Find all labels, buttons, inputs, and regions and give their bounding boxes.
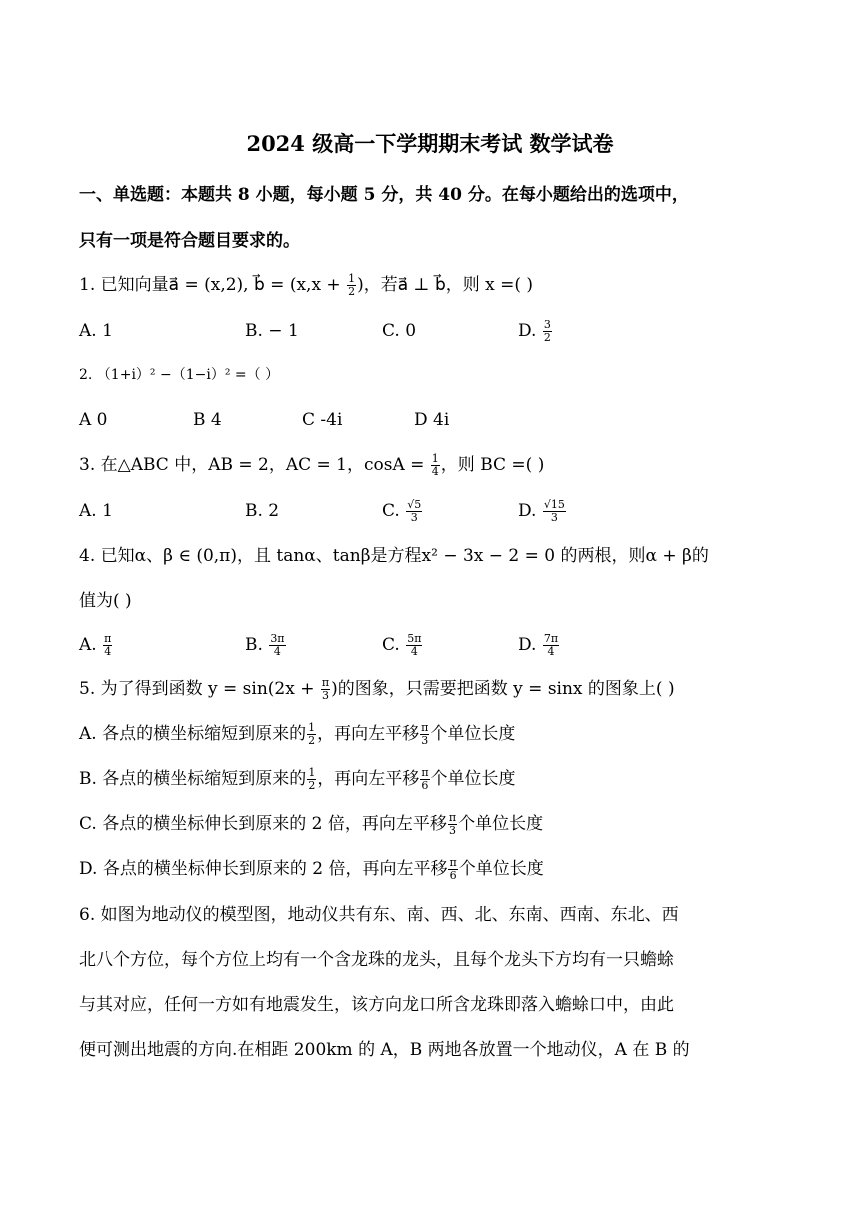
q5-a-fraction-1 bbox=[307, 722, 316, 747]
q4-option-c-label: C. bbox=[382, 635, 400, 655]
q3-option-d bbox=[518, 499, 567, 524]
q5-c-pre: C. 各点的横坐标伸长到原来的 2 倍，再向左平移 bbox=[79, 814, 447, 834]
question-6-line-1: 6. 如图为地动仪的模型图，地动仪共有东、南、西、北、东南、西南、东北、西 bbox=[79, 905, 679, 925]
q3-d-num: √15 bbox=[543, 498, 565, 511]
q3-d-den: 3 bbox=[550, 511, 558, 524]
q5-a-post: 个单位长度 bbox=[430, 724, 516, 744]
q5-b-num1: 1 bbox=[308, 766, 316, 779]
question-4-stem-line-1: 4. 已知α、β ∈ (0,π)，且 tanα、tanβ是方程x² − 3x − 2 = 0 的两根，则α + β的 bbox=[79, 546, 709, 566]
q5-c-num: π bbox=[448, 811, 457, 824]
q5-post: )的图象，只需要把函数 y = sinx 的图象上( ) bbox=[331, 679, 675, 699]
q5-a-mid: ，再向左平移 bbox=[317, 724, 420, 744]
section-heading-line-1: 一、单选题：本题共 8 小题，每小题 5 分，共 40 分。在每小题给出的选项中， bbox=[79, 185, 689, 205]
q4-option-a-fraction bbox=[103, 633, 112, 658]
q1-option-c: C. 0 bbox=[382, 321, 417, 341]
q5-b-pre: B. 各点的横坐标缩短到原来的 bbox=[79, 769, 307, 789]
q3-c-num: √5 bbox=[407, 498, 422, 511]
question-6-line-2: 北八个方位，每个方位上均有一个含龙珠的龙头，且每个龙头下方均有一只蟾蜍 bbox=[79, 950, 674, 970]
q1-option-d-fraction bbox=[543, 319, 552, 344]
q3-fraction bbox=[431, 453, 440, 478]
q1-frac-num: 1 bbox=[348, 272, 356, 285]
q3-option-b: B. 2 bbox=[245, 501, 280, 521]
q1-option-d bbox=[518, 319, 553, 344]
q5-d-den: 6 bbox=[449, 869, 457, 882]
q4-c-den: 4 bbox=[410, 645, 418, 658]
q5-a-fraction-2 bbox=[420, 722, 429, 747]
q3-c-den: 3 bbox=[410, 511, 418, 524]
q5-b-num2: π bbox=[421, 766, 429, 779]
q3-option-c-fraction bbox=[406, 499, 422, 524]
question-6-line-3: 与其对应，任何一方如有地震发生，该方向龙口所含龙珠即落入蟾蜍口中，由此 bbox=[79, 995, 674, 1015]
q5-option-d bbox=[79, 857, 544, 882]
q3-option-a: A. 1 bbox=[79, 501, 113, 521]
q1-fraction bbox=[347, 273, 356, 298]
q4-option-d-label: D. bbox=[518, 635, 537, 655]
q1-expr: a⃗ = (x,2), b⃗ = (x,x + bbox=[168, 275, 347, 295]
q5-b-fraction-1 bbox=[307, 767, 316, 792]
q5-b-den1: 2 bbox=[308, 779, 316, 792]
q3-frac-den: 4 bbox=[431, 465, 439, 478]
q3-option-d-fraction bbox=[543, 499, 566, 524]
q1-frac-den: 2 bbox=[348, 285, 356, 298]
q1-option-d-label: D. bbox=[518, 321, 537, 341]
q5-b-fraction-2 bbox=[420, 767, 429, 792]
q3-frac-num: 1 bbox=[431, 452, 439, 465]
q4-option-c-fraction bbox=[406, 633, 422, 658]
q5-b-mid: ，再向左平移 bbox=[317, 769, 420, 789]
q1-d-num: 3 bbox=[543, 318, 551, 331]
q5-d-num: π bbox=[449, 856, 457, 869]
q4-option-b-fraction bbox=[269, 633, 285, 658]
q4-c-num: 5π bbox=[407, 632, 422, 645]
question-4-stem-line-2: 值为( ) bbox=[79, 591, 132, 611]
q4-option-a-label: A. bbox=[79, 635, 97, 655]
q5-a-num1: 1 bbox=[308, 721, 316, 734]
q5-c-fraction bbox=[448, 812, 457, 837]
q5-d-post: 个单位长度 bbox=[458, 859, 544, 879]
q5-d-fraction bbox=[448, 857, 457, 882]
q2-option-b: B 4 bbox=[193, 410, 222, 430]
q1-d-den: 2 bbox=[543, 331, 551, 344]
q4-b-num: 3π bbox=[270, 632, 285, 645]
q5-pre: 5. 为了得到函数 y = sin(2x + bbox=[79, 679, 320, 699]
question-6-line-4: 便可测出地震的方向.在相距 200km 的 A，B 两地各放置一个地动仪，A 在 B 的 bbox=[79, 1040, 690, 1060]
q5-d-pre: D. 各点的横坐标伸长到原来的 2 倍，再向左平移 bbox=[79, 859, 448, 879]
q4-d-num: 7π bbox=[543, 632, 559, 645]
q4-option-d bbox=[518, 633, 560, 658]
q4-option-b-label: B. bbox=[245, 635, 263, 655]
q3-option-c bbox=[382, 499, 423, 524]
q5-b-post: 个单位长度 bbox=[430, 769, 516, 789]
q4-a-num: π bbox=[104, 632, 112, 645]
q5-a-den2: 3 bbox=[421, 734, 429, 747]
q2-option-a: A 0 bbox=[79, 410, 108, 430]
question-5-stem bbox=[79, 677, 675, 702]
q5-b-den2: 6 bbox=[421, 779, 429, 792]
q5-frac-num: π bbox=[321, 676, 330, 689]
q3-option-c-label: C. bbox=[382, 501, 400, 521]
q3-post: ，则 BC =( ) bbox=[440, 455, 545, 475]
q4-d-den: 4 bbox=[547, 645, 555, 658]
q5-a-pre: A. 各点的横坐标缩短到原来的 bbox=[79, 724, 307, 744]
q5-a-den1: 2 bbox=[308, 734, 316, 747]
q5-frac-den: 3 bbox=[322, 689, 329, 702]
q5-option-b bbox=[79, 767, 516, 792]
q3-pre: 3. 在△ABC 中，AB = 2，AC = 1，cosA = bbox=[79, 455, 430, 475]
q4-a-den: 4 bbox=[104, 645, 112, 658]
q4-option-d-fraction bbox=[543, 633, 559, 658]
q1-option-a: A. 1 bbox=[79, 321, 113, 341]
q4-option-c bbox=[382, 633, 423, 658]
question-1-stem bbox=[79, 273, 533, 298]
q1-pre: 1. 已知向量 bbox=[79, 275, 169, 295]
q2-option-d: D 4i bbox=[414, 410, 450, 430]
q2-option-c: C -4i bbox=[302, 410, 343, 430]
section-heading-line-2: 只有一项是符合题目要求的。 bbox=[79, 231, 300, 251]
q1-option-b: B. − 1 bbox=[245, 321, 299, 341]
q3-option-d-label: D. bbox=[518, 501, 537, 521]
q5-a-num2: π bbox=[421, 721, 429, 734]
q5-option-c bbox=[79, 812, 543, 837]
exam-title: 2024 级高一下学期期末考试 数学试卷 bbox=[246, 131, 614, 156]
q4-b-den: 4 bbox=[273, 645, 281, 658]
question-3-stem bbox=[79, 453, 544, 478]
q5-option-a bbox=[79, 722, 515, 747]
q5-c-post: 个单位长度 bbox=[458, 814, 544, 834]
q5-c-den: 3 bbox=[448, 824, 456, 837]
question-2-stem: 2. （1+i）² −（1−i）² =（ ） bbox=[79, 367, 280, 383]
q4-option-b bbox=[245, 633, 287, 658]
q1-post: )，若a⃗ ⊥ b⃗，则 x =( ) bbox=[357, 275, 534, 295]
q4-option-a bbox=[79, 633, 113, 658]
q5-fraction bbox=[321, 677, 330, 702]
